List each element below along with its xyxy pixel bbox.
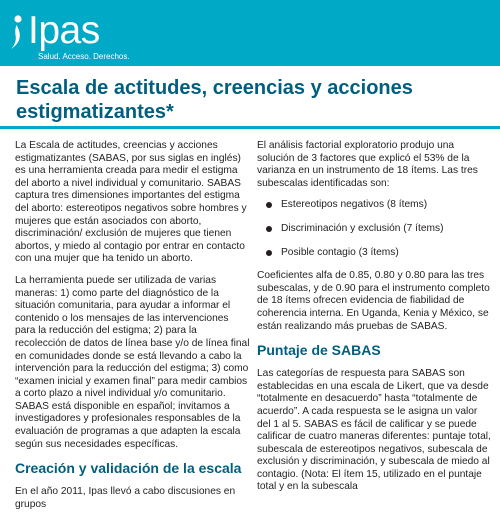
usage-paragraph: La herramienta puede ser utilizada de varias maneras: 1) como parte del diagnóstico de la situación comunitaria, para ayudar a informar el contenido o los mensajes de las intervenciones para la reducción del estigma; 2) para la recolección de datos de línea base y/o de línea final en comunidades donde se está llevando a cabo la intervención para la reducción del estigma; 3) como “examen inicial y examen final” para medir cambios a corto plazo a nivel individual y/o comunitario. SABAS está disponible en español; invitamos a investigadores y profesionales responsables de la evaluación de programas a que adapten la escala según sus necesidades específicas.	[15, 274, 250, 450]
section-heading-creation: Creación y validación de la escala	[15, 460, 242, 477]
creation-paragraph: En el año 2011, Ipas llevó a cabo discusiones en grupos	[15, 486, 236, 510]
list-item-label: Discriminación y exclusión (7 ítems)	[281, 222, 444, 234]
ipas-logo[interactable]	[10, 11, 150, 63]
bullet-icon	[266, 202, 272, 208]
title-divider	[0, 126, 500, 129]
reliability-paragraph: Coeficientes alfa de 0.85, 0.80 y 0.80 para las tres subescalas, y de 0.90 para el instrumento completo de 18 ítems ofrecen evidencia de fiabilidad de coherencia interna. En Uganda, Kenia y México, se están realizando más pruebas de SABAS.	[257, 270, 490, 332]
subscale-list	[257, 199, 493, 259]
section-heading-scoring: Puntaje de SABAS	[257, 342, 381, 359]
list-item	[257, 223, 493, 236]
logo-tagline: Salud. Acceso. Derechos.	[38, 52, 130, 61]
list-item-label: Estereotipos negativos (8 ítems)	[281, 199, 428, 211]
bullet-icon	[266, 226, 272, 232]
scoring-paragraph: Las categorías de respuesta para SABAS son establecidas en una escala de Likert, que va desde “totalmente en desacuerdo” hasta “totalmente de acuerdo”. A cada respuesta se le asigna un valor del 1 al 5. SABAS es fácil de calificar y se puede calificar de cuatro maneras diferentes: puntaje total, subescala de estereotipos negativos, subescala de exclusión y discriminación, y subescala de miedo al contagio. (Nota: El ítem 15, utilizado en el puntaje total y en la subescala	[257, 368, 491, 493]
header-banner	[0, 0, 500, 66]
person-figure-icon	[10, 15, 28, 51]
factor-analysis-paragraph: El análisis factorial exploratorio produjo una solución de 3 factores que explicó el 53% de la varianza en un instrumento de 18 ítems. Las tres subescalas identificadas son:	[257, 140, 478, 189]
right-column	[257, 140, 493, 503]
list-item	[257, 199, 493, 212]
intro-paragraph: La Escala de actitudes, creencias y acciones estigmatizantes (SABAS, por sus siglas en inglés) es una herramienta creada para medir el estigma del aborto a nivel individual y comunitario. SABAS captura tres dimensiones importantes del estigma del aborto: estereotipos negativos sobre hombres y mujeres que están asociados con aborto, discriminación/ exclusión de mujeres que tienen abortos, y miedo al contagio por entrar en contacto con una mujer que ha tenido un aborto.	[15, 140, 247, 265]
page-title: Escala de actitudes, creencias y acciones estigmatizantes*	[16, 77, 413, 123]
list-item	[257, 247, 493, 260]
list-item-label: Posible contagio (3 ítems)	[281, 246, 399, 258]
bullet-icon	[266, 250, 272, 256]
logo-wordmark: Ipas	[28, 9, 100, 52]
left-column	[15, 140, 251, 520]
